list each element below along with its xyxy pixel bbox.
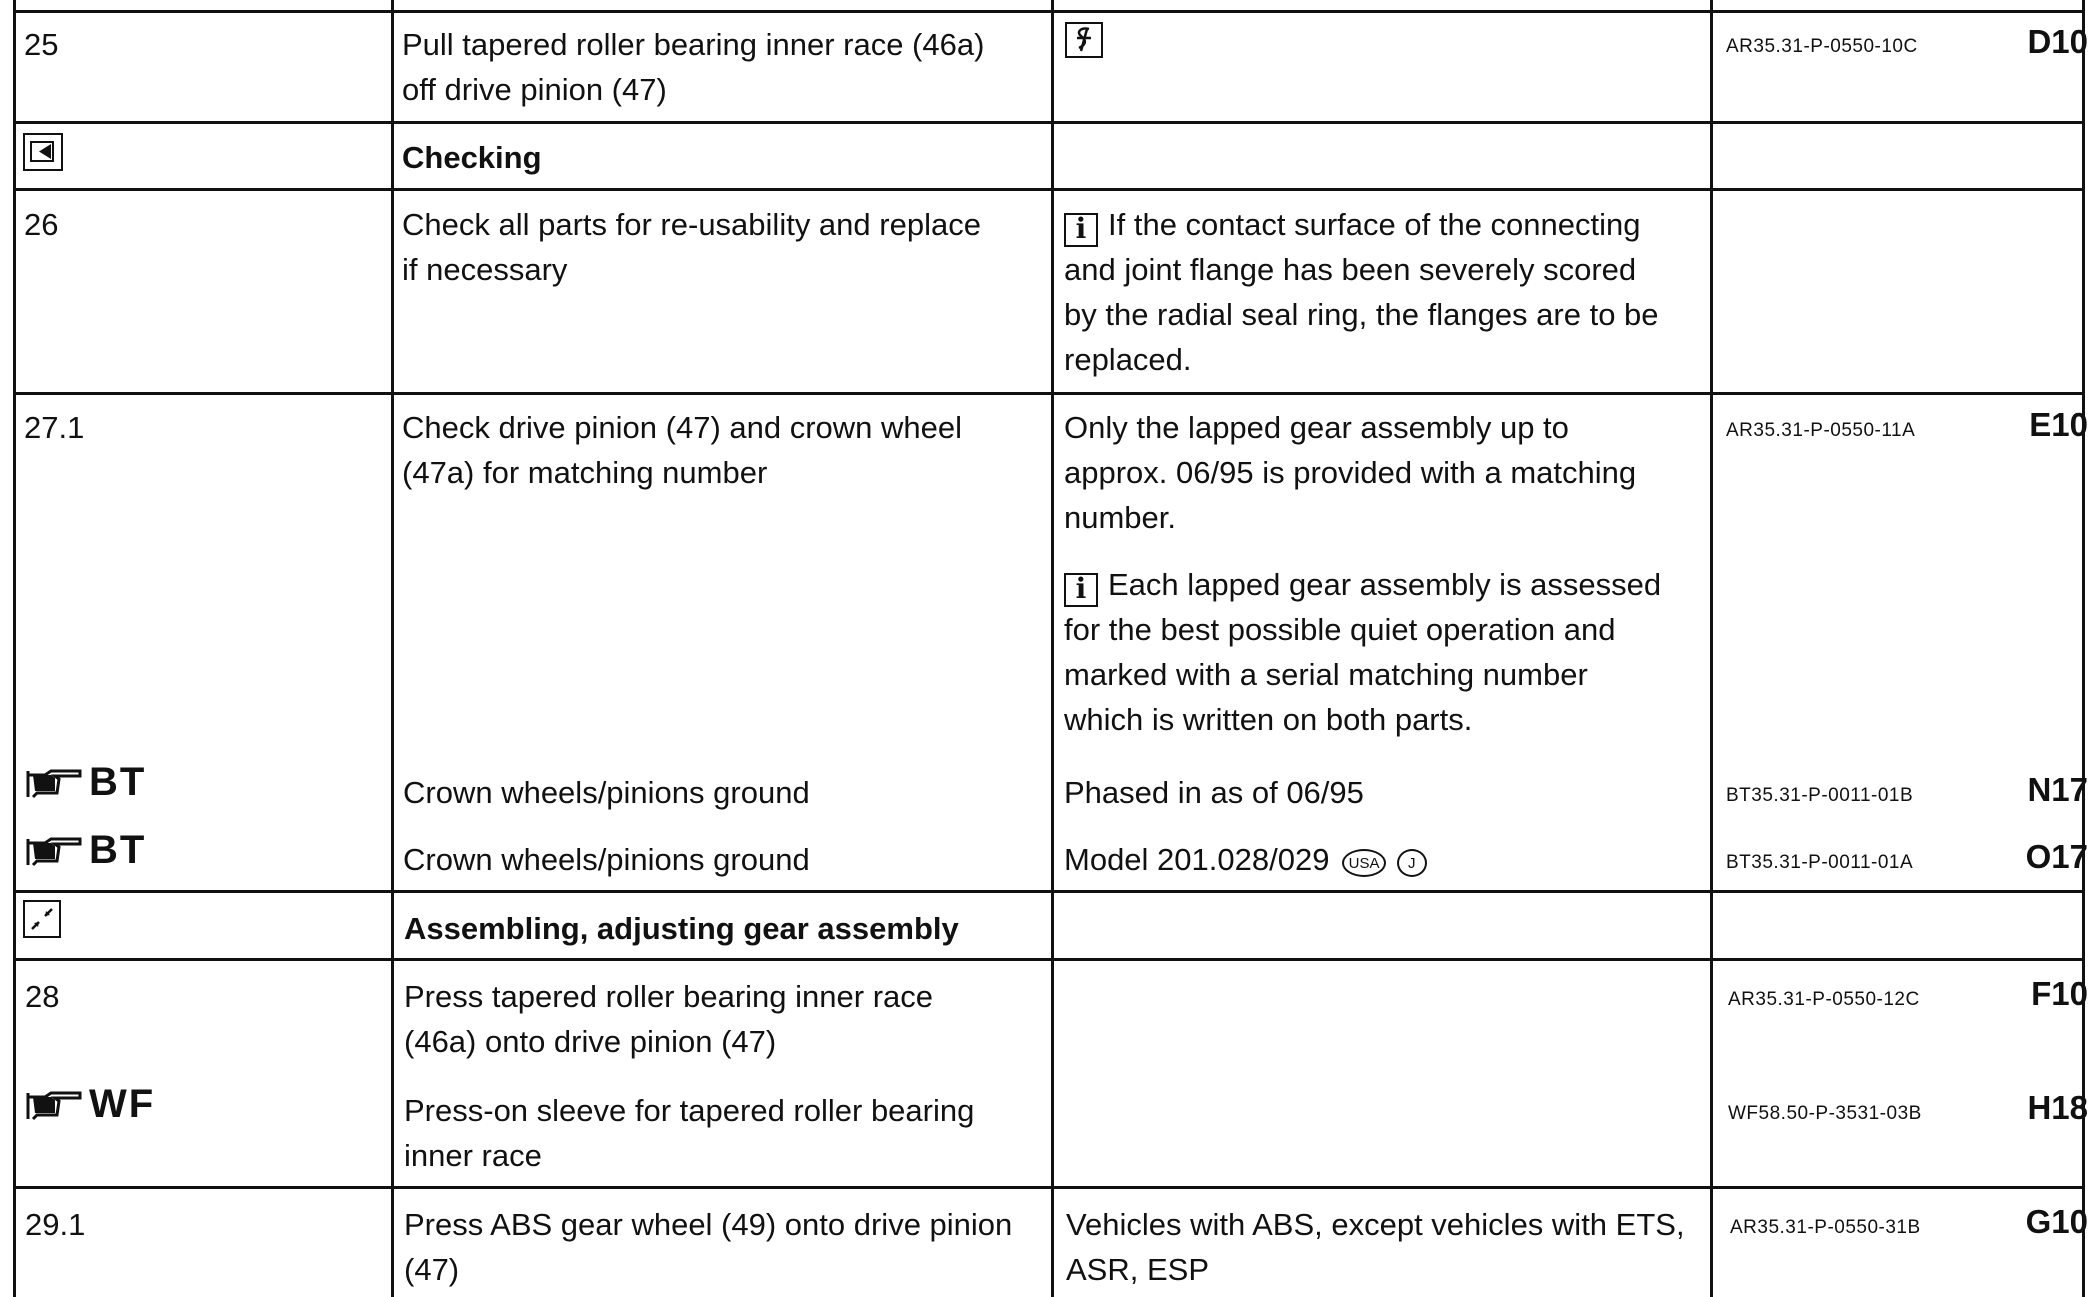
reference-document: BT35.31-P-0011-01A <box>1726 852 1914 873</box>
work-step-line: Press-on sleeve for tapered roller bearing <box>404 1093 975 1128</box>
note-text <box>1064 405 1704 540</box>
note-line: If the contact surface of the connecting <box>1108 207 1641 242</box>
row-divider <box>13 958 2085 961</box>
reference-document: AR35.31-P-0550-12C <box>1728 989 1920 1010</box>
work-step-text <box>402 22 984 112</box>
row-divider <box>13 890 2085 893</box>
reference-document: BT35.31-P-0011-01B <box>1726 785 1914 806</box>
column-divider <box>1710 0 1713 1297</box>
reference-document: WF58.50-P-3531-03B <box>1728 1103 1922 1124</box>
work-step-line: (46a) onto drive pinion (47) <box>404 1024 777 1059</box>
work-step-line: Press tapered roller bearing inner race <box>404 979 933 1014</box>
work-step-line: if necessary <box>402 252 568 287</box>
row-divider <box>13 392 2085 395</box>
note-text <box>1064 202 1704 382</box>
work-step-line: Check drive pinion (47) and crown wheel <box>402 410 963 445</box>
note-line: replaced. <box>1064 342 1192 377</box>
note-line: marked with a serial matching number <box>1064 657 1588 692</box>
pointing-hand-icon <box>25 1085 83 1125</box>
reference-document: AR35.31-P-0550-10C <box>1726 36 1918 57</box>
note-line: ASR, ESP <box>1066 1252 1209 1287</box>
work-step-line: inner race <box>404 1138 542 1173</box>
grid-code: G10 <box>2025 1203 2088 1240</box>
bt-reference-marker <box>25 760 146 805</box>
usa-badge: USA <box>1342 849 1386 877</box>
note-line: Vehicles with ABS, except vehicles with ETS, <box>1066 1207 1685 1242</box>
note-line: number. <box>1064 500 1177 535</box>
bt-reference-marker <box>25 828 146 873</box>
info-note-text <box>1064 562 1704 742</box>
row-divider <box>13 188 2085 191</box>
note-line: Only the lapped gear assembly up to <box>1064 410 1569 445</box>
work-step-line: Pull tapered roller bearing inner race (46a) <box>402 27 985 62</box>
info-icon: i <box>1064 213 1098 247</box>
grid-code: O17 <box>2025 838 2088 875</box>
wf-label: WF <box>89 1082 156 1126</box>
work-step-text: Crown wheels/pinions ground <box>403 842 810 877</box>
grid-code: D10 <box>2027 23 2088 60</box>
note-line: and joint flange has been severely scored <box>1064 252 1637 287</box>
step-number: 26 <box>24 207 59 242</box>
grid-code: H18 <box>2027 1089 2088 1126</box>
work-step-text <box>404 1088 974 1178</box>
pointing-hand-icon <box>25 763 83 803</box>
pointing-hand-icon <box>25 831 83 871</box>
section-heading: Checking <box>402 140 542 175</box>
work-step-text <box>402 405 962 495</box>
column-divider <box>1051 0 1054 1297</box>
bt-label: BT <box>89 760 147 804</box>
step-number: 29.1 <box>25 1207 86 1242</box>
work-step-text <box>402 202 981 292</box>
procedure-table <box>13 0 2088 1297</box>
column-divider <box>391 0 394 1297</box>
special-tool-icon <box>1065 22 1103 58</box>
grid-code: N17 <box>2027 771 2088 808</box>
model-text: Model 201.028/029 <box>1064 842 1330 877</box>
note-line: which is written on both parts. <box>1064 702 1473 737</box>
grid-code: F10 <box>2031 975 2088 1012</box>
grid-code: E10 <box>2029 406 2088 443</box>
work-step-text <box>404 1202 1012 1292</box>
step-number: 25 <box>24 27 59 62</box>
section-heading: Assembling, adjusting gear assembly <box>404 911 959 946</box>
japan-badge: J <box>1397 849 1427 877</box>
note-line: Each lapped gear assembly is assessed <box>1108 567 1662 602</box>
work-step-line: Press ABS gear wheel (49) onto drive pinion <box>404 1207 1013 1242</box>
work-step-line: (47a) for matching number <box>402 455 768 490</box>
reference-document: AR35.31-P-0550-11A <box>1726 420 1916 441</box>
note-text: Phased in as of 06/95 <box>1064 775 1364 810</box>
work-step-line: (47) <box>404 1252 460 1287</box>
column-divider <box>13 0 16 1297</box>
step-number: 27.1 <box>24 410 85 445</box>
row-divider <box>13 1186 2085 1189</box>
reference-document: AR35.31-P-0550-31B <box>1730 1217 1921 1238</box>
row-divider <box>13 121 2085 124</box>
work-step-line: Check all parts for re-usability and replace <box>402 207 981 242</box>
note-line: approx. 06/95 is provided with a matching <box>1064 455 1637 490</box>
work-step-text: Crown wheels/pinions ground <box>403 775 810 810</box>
note-line: by the radial seal ring, the flanges are to be <box>1064 297 1659 332</box>
note-line: for the best possible quiet operation and <box>1064 612 1616 647</box>
work-step-text <box>404 974 933 1064</box>
bt-label: BT <box>89 828 147 872</box>
step-number: 28 <box>25 979 60 1014</box>
work-step-line: off drive pinion (47) <box>402 72 667 107</box>
assembling-icon <box>23 900 61 938</box>
info-icon: i <box>1064 573 1098 607</box>
note-text <box>1066 1202 1706 1292</box>
wf-reference-marker <box>25 1082 155 1127</box>
row-divider <box>13 10 2085 13</box>
note-text <box>1064 837 1427 882</box>
checking-icon <box>23 133 63 171</box>
